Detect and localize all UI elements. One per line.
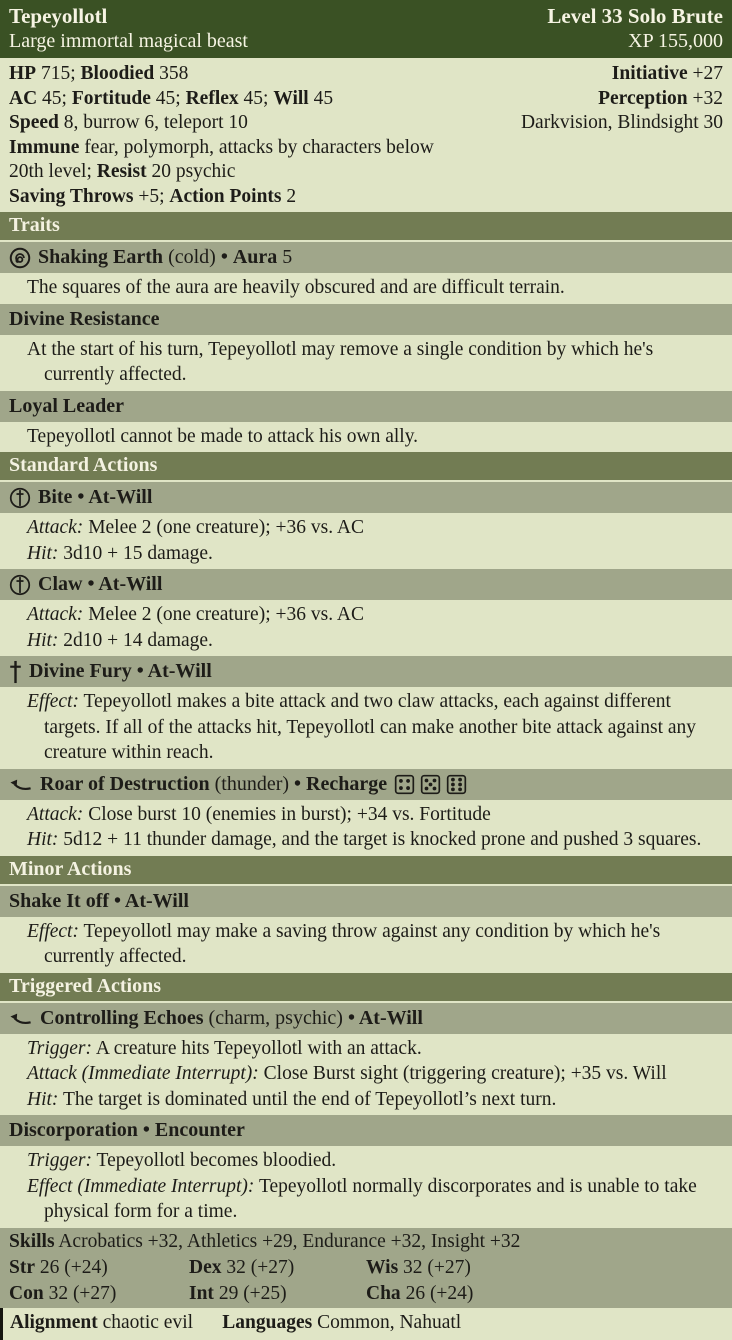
ability-str: Str 26 (+24) xyxy=(9,1256,108,1278)
power-title-controlling-echoes xyxy=(0,1003,732,1034)
power-text: Hit: 5d12 + 11 thunder damage, and the target is knocked prone and pushed 3 squares. xyxy=(27,829,702,850)
core-stats xyxy=(0,58,732,212)
saving-throws-line xyxy=(9,185,723,210)
saving-throws: Saving Throws +5; Action Points 2 xyxy=(9,185,297,207)
trait-title-text: Divine Resistance xyxy=(9,307,160,330)
ability-scores-row-1 xyxy=(0,1255,732,1282)
power-title-shake-it-off xyxy=(0,886,732,917)
close-burst-icon xyxy=(9,774,33,794)
power-text: Attack: Melee 2 (one creature); +36 vs. AC xyxy=(27,604,364,625)
power-text: Trigger: A creature hits Tepeyollotl with an attack. xyxy=(27,1037,422,1059)
standard-actions-section-header: Standard Actions xyxy=(0,452,732,480)
power-description xyxy=(0,917,732,973)
hp-line xyxy=(9,62,723,87)
power-text: Effect: Tepeyollotl makes a bite attack and two claw attacks, each against different targets. If all of the attacks hit, Tepeyollotl can make another bite attack against any creature within reach. xyxy=(27,691,701,763)
power-description xyxy=(0,687,732,769)
ability-wis: Wis 32 (+27) xyxy=(366,1256,471,1278)
power-title-text: Bite • At-Will xyxy=(38,486,153,508)
monster-xp: XP 155,000 xyxy=(628,30,723,52)
aura-icon xyxy=(9,247,31,269)
trait-title-text: Shaking Earth (cold) • Aura 5 xyxy=(38,246,293,268)
power-title-discorporation xyxy=(0,1115,732,1146)
power-title-text: Roar of Destruction (thunder) • Recharge xyxy=(40,772,388,795)
traits-section-header: Traits xyxy=(0,212,732,240)
die-5-icon xyxy=(420,774,441,795)
monster-level: Level 33 Solo Brute xyxy=(547,4,723,28)
power-text: Attack: Close burst 10 (enemies in burst); +34 vs. Fortitude xyxy=(27,803,491,825)
senses: Darkvision, Blindsight 30 xyxy=(520,112,723,133)
speed-line xyxy=(9,111,723,136)
power-description xyxy=(0,800,732,856)
ability-cha: Cha 26 (+24) xyxy=(366,1283,474,1304)
minor-actions-section-header: Minor Actions xyxy=(0,856,732,884)
power-text: Attack (Immediate Interrupt): Close Burst sight (triggering creature); +35 vs. Will xyxy=(27,1063,667,1084)
power-description xyxy=(0,513,732,569)
power-text: Attack: Melee 2 (one creature); +36 vs. AC xyxy=(27,517,364,538)
trait-description xyxy=(0,335,732,391)
trait-title-loyal-leader xyxy=(0,391,732,422)
power-description xyxy=(0,600,732,656)
trait-title-divine-resistance xyxy=(0,304,732,335)
power-title-text: Controlling Echoes (charm, psychic) • At-Will xyxy=(40,1006,423,1029)
die-4-icon xyxy=(394,774,415,795)
statblock-header xyxy=(0,0,732,58)
power-text: Hit: 2d10 + 14 damage. xyxy=(27,629,213,651)
ability-con: Con 32 (+27) xyxy=(9,1283,117,1304)
alignment-line: Alignment chaotic evil Languages Common, Nahuatl xyxy=(0,1308,732,1340)
close-burst-icon xyxy=(9,1008,33,1028)
trait-description xyxy=(0,273,732,304)
trait-text: The squares of the aura are heavily obscured and are difficult terrain. xyxy=(27,277,565,298)
recharge-dice xyxy=(394,774,467,795)
power-title-bite xyxy=(0,482,732,513)
melee-basic-icon xyxy=(9,487,31,509)
defenses: AC 45; Fortitude 45; Reflex 45; Will 45 xyxy=(9,87,334,109)
trait-text: At the start of his turn, Tepeyollotl may remove a single condition by which he's currently affected. xyxy=(27,338,659,385)
initiative: Initiative +27 xyxy=(611,63,723,84)
trait-title-text: Loyal Leader xyxy=(9,394,124,417)
power-text: Hit: The target is dominated until the end of Tepeyollotl’s next turn. xyxy=(27,1088,557,1110)
skills-line: Skills Acrobatics +32, Athletics +29, Endurance +32, Insight +32 xyxy=(0,1228,732,1255)
melee-basic-icon xyxy=(9,574,31,596)
melee-icon xyxy=(9,660,22,684)
defenses-line xyxy=(9,87,723,112)
power-title-claw xyxy=(0,569,732,600)
hp-bloodied: HP 715; Bloodied 358 xyxy=(9,63,189,84)
trait-title-shaking-earth xyxy=(0,242,732,273)
power-title-text: Divine Fury • At-Will xyxy=(29,660,212,682)
power-description xyxy=(0,1146,732,1228)
power-text: Effect (Immediate Interrupt): Tepeyollotl normally discorporates and is unable to take physical form for a time. xyxy=(27,1175,702,1222)
die-6-icon xyxy=(446,774,467,795)
monster-type: Large immortal magical beast xyxy=(9,30,248,52)
triggered-actions-section-header: Triggered Actions xyxy=(0,973,732,1001)
trait-description xyxy=(0,422,732,453)
power-text: Trigger: Tepeyollotl becomes bloodied. xyxy=(27,1150,337,1171)
immune-line: Immune fear, polymorph, attacks by characters below 20th level; Resist 20 psychic xyxy=(9,136,439,182)
power-description xyxy=(0,1034,732,1116)
speed: Speed 8, burrow 6, teleport 10 xyxy=(9,112,248,133)
monster-name: Tepeyollotl xyxy=(9,4,108,28)
power-text: Hit: 3d10 + 15 damage. xyxy=(27,542,213,564)
power-text: Effect: Tepeyollotl may make a saving throw against any condition by which he's currently affected. xyxy=(27,920,666,967)
trait-text: Tepeyollotl cannot be made to attack his own ally. xyxy=(27,425,419,447)
ability-dex: Dex 32 (+27) xyxy=(189,1256,295,1278)
ability-scores-row-2 xyxy=(0,1281,732,1308)
power-title-divine-fury xyxy=(0,656,732,687)
power-title-text: Claw • At-Will xyxy=(38,573,163,595)
ability-int: Int 29 (+25) xyxy=(189,1283,287,1304)
power-title-text: Discorporation • Encounter xyxy=(9,1119,245,1141)
perception: Perception +32 xyxy=(598,87,723,109)
power-title-text: Shake It off • At-Will xyxy=(9,889,189,912)
power-title-roar-of-destruction xyxy=(0,769,732,800)
